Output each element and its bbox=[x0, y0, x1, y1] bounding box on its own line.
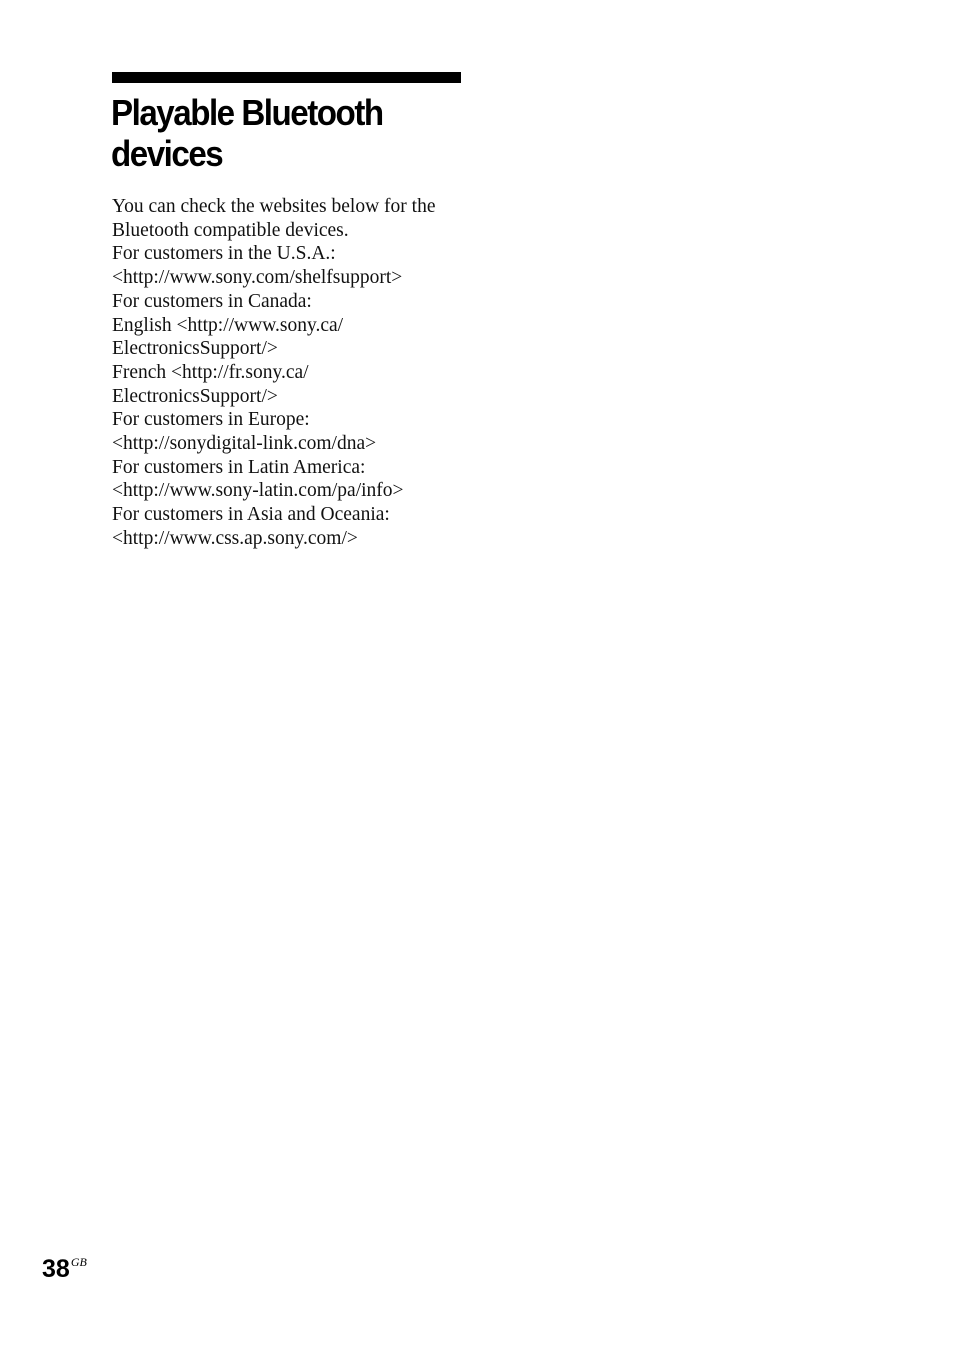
url-asia-oceania: <http://www.css.ap.sony.com/> bbox=[112, 527, 358, 549]
body-line: For customers in Asia and Oceania: bbox=[112, 504, 390, 526]
url-europe: <http://sonydigital-link.com/dna> bbox=[112, 433, 377, 455]
region-code: GB bbox=[70, 1255, 87, 1269]
heading-rule bbox=[112, 72, 461, 83]
body-line: For customers in Europe: bbox=[112, 409, 310, 431]
page-number bbox=[42, 1247, 87, 1284]
body-text bbox=[112, 195, 472, 551]
page-number-value: 38 bbox=[42, 1255, 70, 1283]
url-latin-america: <http://www.sony-latin.com/pa/info> bbox=[112, 480, 404, 502]
body-line: For customers in the U.S.A.: bbox=[112, 243, 336, 265]
body-line: You can check the websites below for the bbox=[112, 196, 436, 217]
body-line: Bluetooth compatible devices. bbox=[112, 219, 349, 241]
url-canada-french: French <http://fr.sony.ca/ bbox=[112, 361, 309, 383]
page-title bbox=[111, 92, 442, 174]
body-line: For customers in Latin America: bbox=[112, 456, 366, 478]
url-canada-english: English <http://www.sony.ca/ bbox=[112, 314, 344, 336]
body-line: For customers in Canada: bbox=[112, 290, 312, 312]
url-canada-english-cont: ElectronicsSupport/> bbox=[112, 338, 278, 360]
url-canada-french-cont: ElectronicsSupport/> bbox=[112, 385, 278, 407]
page-title-line-2: devices bbox=[111, 133, 223, 174]
url-usa: <http://www.sony.com/shelfsupport> bbox=[112, 267, 403, 289]
page-title-line-1: Playable Bluetooth bbox=[111, 92, 383, 133]
